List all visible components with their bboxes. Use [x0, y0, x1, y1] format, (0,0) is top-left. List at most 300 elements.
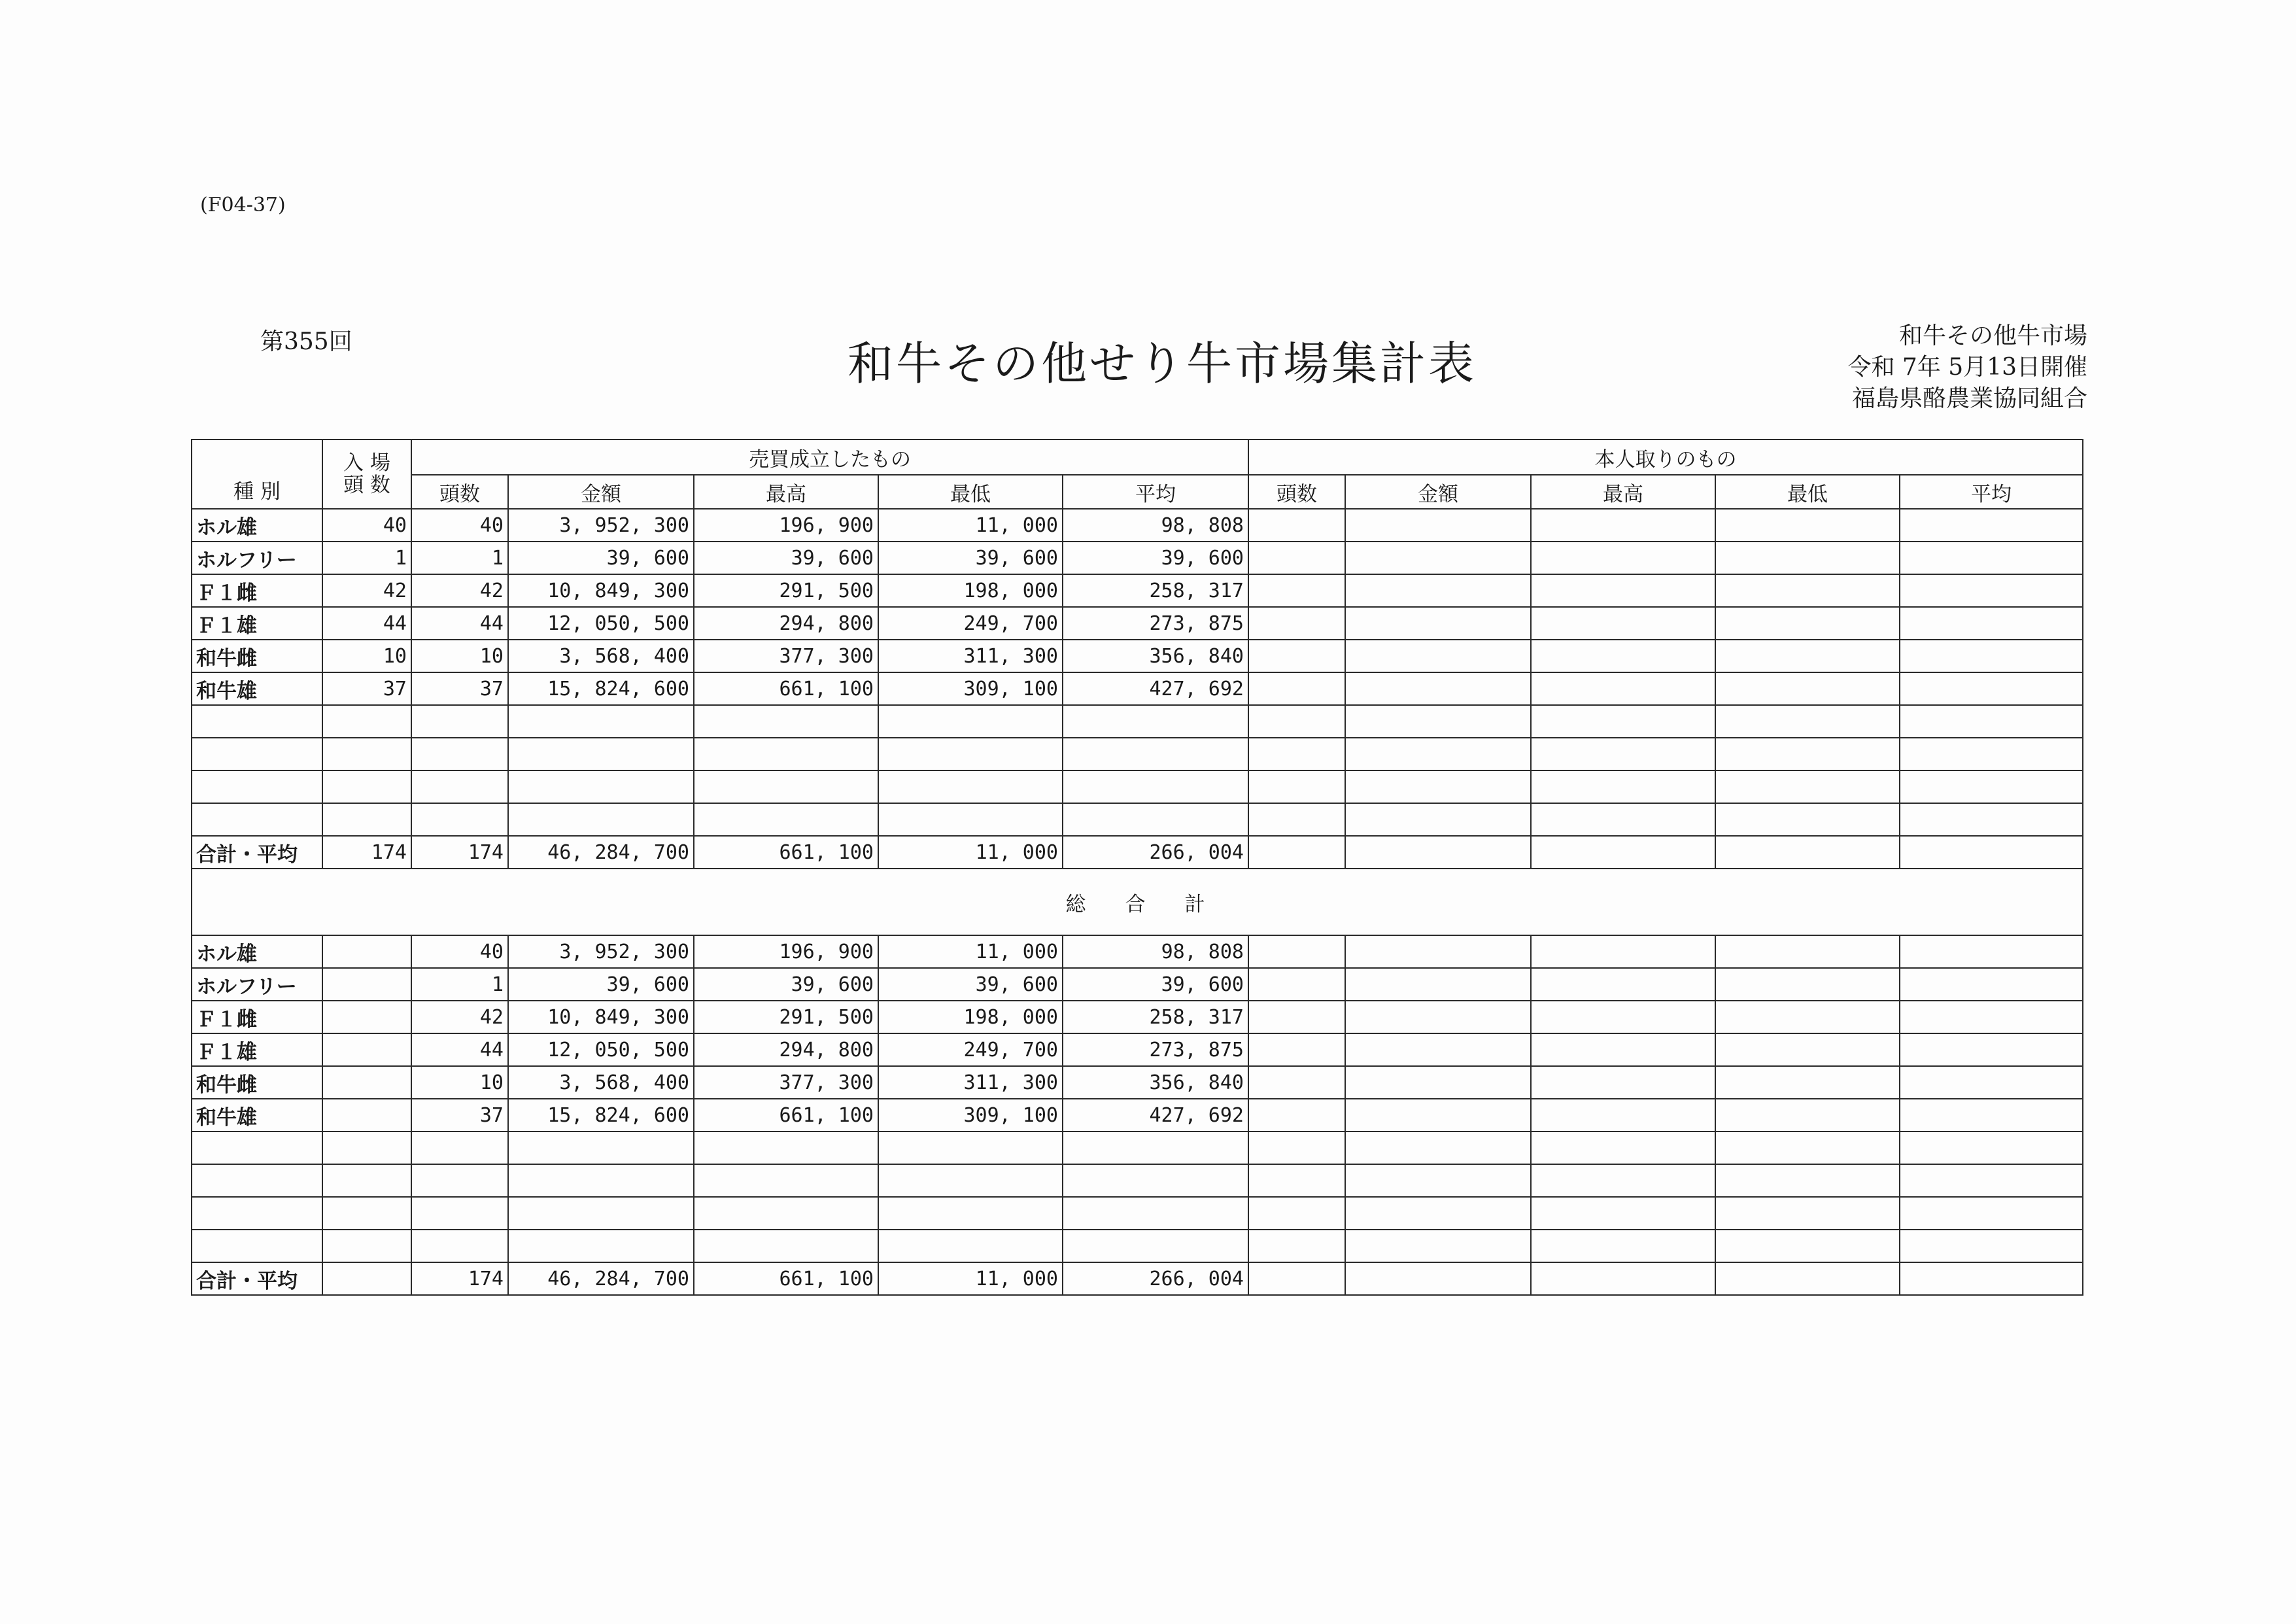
- sold-amount-cell: [508, 1164, 694, 1197]
- sold-amount-cell: 3, 568, 400: [508, 1066, 694, 1099]
- self-cell: [1715, 738, 1900, 770]
- self-cell: [1900, 1066, 2083, 1099]
- total-row: [192, 1262, 2083, 1295]
- sold-min-cell: 249, 700: [878, 1033, 1063, 1066]
- sold-count-cell: [411, 1132, 508, 1164]
- kind-cell: 和牛雌: [192, 1066, 322, 1099]
- sold-amount-cell: 39, 600: [508, 542, 694, 574]
- kind-cell: Ｆ１雌: [192, 574, 322, 607]
- entry-cell: [322, 803, 411, 836]
- entry-header-bottom: 頭 数: [343, 474, 390, 497]
- round-label: 第355回: [260, 328, 352, 355]
- sold-avg-cell: 258, 317: [1063, 1001, 1248, 1033]
- self-cell: [1715, 509, 1900, 542]
- sold-count-cell: 174: [411, 1262, 508, 1295]
- sold-col-amount: 金額: [508, 475, 694, 509]
- sold-max-cell: 294, 800: [694, 607, 878, 640]
- sold-count-cell: [411, 1230, 508, 1262]
- kind-cell: ホルフリー: [192, 542, 322, 574]
- self-cell: [1531, 968, 1715, 1001]
- sold-count-cell: 10: [411, 1066, 508, 1099]
- grand-total-label: 総合計: [192, 869, 2083, 935]
- kind-cell: [192, 1164, 322, 1197]
- sold-amount-cell: 12, 050, 500: [508, 607, 694, 640]
- entry-cell: [322, 770, 411, 803]
- sold-col-avg: 平均: [1063, 475, 1248, 509]
- self-cell: [1715, 542, 1900, 574]
- sold-count-cell: [411, 705, 508, 738]
- entry-cell: [322, 1164, 411, 1197]
- entry-cell: [322, 1066, 411, 1099]
- kind-cell: [192, 1197, 322, 1230]
- self-cell: [1715, 574, 1900, 607]
- entry-cell: [322, 1033, 411, 1066]
- empty-row: [192, 803, 2083, 836]
- sold-min-cell: 11, 000: [878, 836, 1063, 869]
- self-cell: [1531, 1033, 1715, 1066]
- self-cell: [1715, 1164, 1900, 1197]
- self-cell: [1715, 968, 1900, 1001]
- sold-max-cell: 196, 900: [694, 509, 878, 542]
- self-cell: [1900, 574, 2083, 607]
- self-cell: [1248, 1099, 1345, 1132]
- kind-cell: [192, 705, 322, 738]
- sold-group-header: 売買成立したもの: [411, 440, 1248, 475]
- sold-min-cell: 11, 000: [878, 1262, 1063, 1295]
- self-cell: [1531, 836, 1715, 869]
- self-cell: [1345, 935, 1531, 968]
- sold-avg-cell: [1063, 803, 1248, 836]
- sold-max-cell: 661, 100: [694, 1099, 878, 1132]
- self-cell: [1248, 542, 1345, 574]
- kind-cell: Ｆ１雌: [192, 1001, 322, 1033]
- association-name: 福島県酪農業協同組合: [1851, 385, 2087, 412]
- self-cell: [1345, 1230, 1531, 1262]
- sold-avg-cell: 427, 692: [1063, 1099, 1248, 1132]
- self-cell: [1715, 1001, 1900, 1033]
- sold-avg-cell: 98, 808: [1063, 509, 1248, 542]
- organization-block: [1847, 320, 2087, 415]
- sold-count-cell: 40: [411, 935, 508, 968]
- self-cell: [1715, 1197, 1900, 1230]
- self-cell: [1531, 1066, 1715, 1099]
- self-cell: [1715, 803, 1900, 836]
- table-row: [192, 1099, 2083, 1132]
- kind-cell: [192, 770, 322, 803]
- self-cell: [1345, 640, 1531, 672]
- sold-min-cell: [878, 1132, 1063, 1164]
- self-cell: [1715, 1262, 1900, 1295]
- self-cell: [1531, 1164, 1715, 1197]
- self-cell: [1900, 770, 2083, 803]
- sold-amount-cell: 46, 284, 700: [508, 1262, 694, 1295]
- sold-amount-cell: [508, 738, 694, 770]
- self-cell: [1715, 770, 1900, 803]
- self-cell: [1900, 1197, 2083, 1230]
- empty-row: [192, 705, 2083, 738]
- sold-count-cell: 174: [411, 836, 508, 869]
- grand-total-section: [192, 869, 2083, 935]
- sold-amount-cell: 15, 824, 600: [508, 1099, 694, 1132]
- self-cell: [1715, 1230, 1900, 1262]
- self-cell: [1900, 1099, 2083, 1132]
- self-cell: [1531, 738, 1715, 770]
- sold-avg-cell: 98, 808: [1063, 935, 1248, 968]
- sold-max-cell: 39, 600: [694, 968, 878, 1001]
- page-title: 和牛その他せり牛市場集計表: [848, 337, 1477, 390]
- entry-cell: [322, 1132, 411, 1164]
- sold-max-cell: 377, 300: [694, 1066, 878, 1099]
- sold-avg-cell: 258, 317: [1063, 574, 1248, 607]
- auction-date: 令和 7年 5月13日開催: [1847, 354, 2087, 381]
- total-row: [192, 836, 2083, 869]
- sold-avg-cell: [1063, 1230, 1248, 1262]
- sold-max-cell: [694, 1230, 878, 1262]
- self-cell: [1345, 803, 1531, 836]
- self-cell: [1248, 1197, 1345, 1230]
- sold-amount-cell: 10, 849, 300: [508, 1001, 694, 1033]
- self-cell: [1715, 705, 1900, 738]
- sold-avg-cell: 266, 004: [1063, 836, 1248, 869]
- entry-cell: 10: [322, 640, 411, 672]
- sold-avg-cell: 273, 875: [1063, 1033, 1248, 1066]
- sold-count-cell: [411, 770, 508, 803]
- self-cell: [1248, 1230, 1345, 1262]
- sold-amount-cell: 3, 952, 300: [508, 935, 694, 968]
- kind-cell: 合計・平均: [192, 836, 322, 869]
- self-cell: [1531, 1262, 1715, 1295]
- entry-cell: [322, 935, 411, 968]
- sold-max-cell: 661, 100: [694, 672, 878, 705]
- kind-cell: [192, 803, 322, 836]
- kind-header: 種 別: [192, 440, 322, 509]
- self-col-min: 最低: [1715, 475, 1900, 509]
- self-cell: [1248, 1262, 1345, 1295]
- kind-cell: ホル雄: [192, 509, 322, 542]
- sold-min-cell: 11, 000: [878, 935, 1063, 968]
- self-cell: [1531, 1197, 1715, 1230]
- self-cell: [1531, 705, 1715, 738]
- entry-cell: 40: [322, 509, 411, 542]
- self-col-max: 最高: [1531, 475, 1715, 509]
- self-cell: [1715, 1033, 1900, 1066]
- self-cell: [1715, 607, 1900, 640]
- entry-cell: 174: [322, 836, 411, 869]
- entry-cell: 37: [322, 672, 411, 705]
- sold-min-cell: [878, 770, 1063, 803]
- sold-amount-cell: [508, 705, 694, 738]
- sold-min-cell: 249, 700: [878, 607, 1063, 640]
- kind-cell: Ｆ１雄: [192, 607, 322, 640]
- sold-avg-cell: 39, 600: [1063, 968, 1248, 1001]
- sold-min-cell: 39, 600: [878, 542, 1063, 574]
- self-cell: [1715, 672, 1900, 705]
- self-cell: [1248, 1001, 1345, 1033]
- sold-min-cell: 39, 600: [878, 968, 1063, 1001]
- sold-min-cell: [878, 1164, 1063, 1197]
- sold-min-cell: 309, 100: [878, 1099, 1063, 1132]
- self-cell: [1248, 672, 1345, 705]
- kind-cell: Ｆ１雄: [192, 1033, 322, 1066]
- sold-max-cell: [694, 705, 878, 738]
- sold-max-cell: 39, 600: [694, 542, 878, 574]
- self-cell: [1345, 1164, 1531, 1197]
- self-cell: [1248, 640, 1345, 672]
- sold-col-min: 最低: [878, 475, 1063, 509]
- self-cell: [1248, 574, 1345, 607]
- table-row: [192, 607, 2083, 640]
- table-row: [192, 672, 2083, 705]
- sold-amount-cell: [508, 1132, 694, 1164]
- self-cell: [1715, 1066, 1900, 1099]
- self-cell: [1345, 672, 1531, 705]
- self-cell: [1900, 1033, 2083, 1066]
- self-cell: [1531, 542, 1715, 574]
- self-cell: [1715, 1099, 1900, 1132]
- sold-max-cell: [694, 803, 878, 836]
- sold-min-cell: 198, 000: [878, 1001, 1063, 1033]
- self-cell: [1531, 1230, 1715, 1262]
- sold-max-cell: 661, 100: [694, 1262, 878, 1295]
- self-cell: [1531, 1099, 1715, 1132]
- self-cell: [1531, 1132, 1715, 1164]
- self-cell: [1248, 935, 1345, 968]
- table-row: [192, 935, 2083, 968]
- kind-cell: [192, 738, 322, 770]
- table-row: [192, 1066, 2083, 1099]
- sold-count-cell: 44: [411, 607, 508, 640]
- sold-max-cell: 661, 100: [694, 836, 878, 869]
- self-cell: [1345, 968, 1531, 1001]
- self-cell: [1345, 574, 1531, 607]
- kind-cell: 和牛雄: [192, 1099, 322, 1132]
- kind-cell: [192, 1132, 322, 1164]
- table-row: [192, 640, 2083, 672]
- self-cell: [1531, 770, 1715, 803]
- table-row: [192, 1033, 2083, 1066]
- sold-min-cell: [878, 705, 1063, 738]
- self-cell: [1345, 1197, 1531, 1230]
- sold-avg-cell: 427, 692: [1063, 672, 1248, 705]
- self-cell: [1248, 836, 1345, 869]
- sold-amount-cell: 12, 050, 500: [508, 1033, 694, 1066]
- empty-row: [192, 1230, 2083, 1262]
- sold-avg-cell: [1063, 1164, 1248, 1197]
- kind-cell: [192, 1230, 322, 1262]
- sold-avg-cell: 356, 840: [1063, 640, 1248, 672]
- empty-row: [192, 738, 2083, 770]
- table-row: [192, 968, 2083, 1001]
- sold-avg-cell: 39, 600: [1063, 542, 1248, 574]
- kind-cell: 和牛雌: [192, 640, 322, 672]
- self-group-header: 本人取りのもの: [1248, 440, 2083, 475]
- entry-cell: [322, 705, 411, 738]
- self-cell: [1248, 1164, 1345, 1197]
- self-cell: [1900, 935, 2083, 968]
- self-cell: [1531, 509, 1715, 542]
- table-row: [192, 574, 2083, 607]
- sold-count-cell: 1: [411, 968, 508, 1001]
- sold-avg-cell: [1063, 770, 1248, 803]
- sold-amount-cell: 39, 600: [508, 968, 694, 1001]
- self-cell: [1345, 770, 1531, 803]
- self-cell: [1531, 935, 1715, 968]
- entry-cell: 1: [322, 542, 411, 574]
- self-cell: [1345, 705, 1531, 738]
- empty-row: [192, 1197, 2083, 1230]
- sold-amount-cell: [508, 1230, 694, 1262]
- self-cell: [1345, 1033, 1531, 1066]
- self-cell: [1248, 1132, 1345, 1164]
- self-cell: [1345, 1099, 1531, 1132]
- sold-amount-cell: 10, 849, 300: [508, 574, 694, 607]
- sold-count-cell: 1: [411, 542, 508, 574]
- self-cell: [1248, 803, 1345, 836]
- table-row: [192, 509, 2083, 542]
- self-cell: [1345, 1262, 1531, 1295]
- self-col-count: 頭数: [1248, 475, 1345, 509]
- sold-col-max: 最高: [694, 475, 878, 509]
- self-cell: [1345, 836, 1531, 869]
- self-cell: [1531, 640, 1715, 672]
- self-cell: [1531, 803, 1715, 836]
- self-cell: [1900, 1001, 2083, 1033]
- sold-avg-cell: [1063, 705, 1248, 738]
- entry-cell: [322, 1230, 411, 1262]
- self-cell: [1900, 705, 2083, 738]
- sold-min-cell: [878, 738, 1063, 770]
- entry-cell: [322, 1001, 411, 1033]
- self-cell: [1531, 1001, 1715, 1033]
- empty-row: [192, 770, 2083, 803]
- document-code: (F04-37): [200, 194, 286, 216]
- self-cell: [1248, 705, 1345, 738]
- kind-cell: ホル雄: [192, 935, 322, 968]
- sold-min-cell: [878, 1230, 1063, 1262]
- sold-max-cell: [694, 1164, 878, 1197]
- entry-header: [322, 440, 411, 509]
- self-cell: [1248, 738, 1345, 770]
- self-cell: [1248, 1033, 1345, 1066]
- self-cell: [1900, 803, 2083, 836]
- self-col-amount: 金額: [1345, 475, 1531, 509]
- sold-avg-cell: [1063, 738, 1248, 770]
- sold-count-cell: [411, 803, 508, 836]
- self-cell: [1900, 509, 2083, 542]
- self-cell: [1248, 607, 1345, 640]
- self-cell: [1345, 1132, 1531, 1164]
- self-cell: [1900, 1262, 2083, 1295]
- self-cell: [1531, 672, 1715, 705]
- self-cell: [1531, 607, 1715, 640]
- kind-cell: 和牛雄: [192, 672, 322, 705]
- table-row: [192, 542, 2083, 574]
- self-cell: [1248, 1066, 1345, 1099]
- sold-count-cell: 40: [411, 509, 508, 542]
- self-cell: [1345, 1001, 1531, 1033]
- self-cell: [1345, 509, 1531, 542]
- self-cell: [1715, 1132, 1900, 1164]
- entry-cell: [322, 968, 411, 1001]
- sold-avg-cell: [1063, 1132, 1248, 1164]
- self-cell: [1900, 968, 2083, 1001]
- market-name: 和牛その他牛市場: [1898, 322, 2087, 349]
- self-cell: [1345, 1066, 1531, 1099]
- entry-cell: 42: [322, 574, 411, 607]
- sold-col-count: 頭数: [411, 475, 508, 509]
- header-row-1: [192, 440, 2083, 475]
- sold-count-cell: 37: [411, 672, 508, 705]
- sold-avg-cell: [1063, 1197, 1248, 1230]
- sold-min-cell: 198, 000: [878, 574, 1063, 607]
- sold-avg-cell: 356, 840: [1063, 1066, 1248, 1099]
- sold-count-cell: 37: [411, 1099, 508, 1132]
- sold-max-cell: 377, 300: [694, 640, 878, 672]
- self-cell: [1900, 1230, 2083, 1262]
- sold-count-cell: 42: [411, 1001, 508, 1033]
- self-cell: [1248, 770, 1345, 803]
- self-cell: [1248, 968, 1345, 1001]
- empty-row: [192, 1132, 2083, 1164]
- entry-header-top: 入 場: [343, 451, 390, 475]
- self-cell: [1900, 542, 2083, 574]
- self-cell: [1900, 1164, 2083, 1197]
- sold-count-cell: 44: [411, 1033, 508, 1066]
- kind-cell: ホルフリー: [192, 968, 322, 1001]
- self-cell: [1900, 1132, 2083, 1164]
- self-cell: [1345, 607, 1531, 640]
- self-cell: [1900, 738, 2083, 770]
- sold-max-cell: 196, 900: [694, 935, 878, 968]
- sold-min-cell: 311, 300: [878, 1066, 1063, 1099]
- sold-min-cell: 11, 000: [878, 509, 1063, 542]
- sold-avg-cell: 273, 875: [1063, 607, 1248, 640]
- self-cell: [1900, 836, 2083, 869]
- sold-amount-cell: 3, 568, 400: [508, 640, 694, 672]
- self-cell: [1715, 640, 1900, 672]
- entry-cell: [322, 1262, 411, 1295]
- self-cell: [1345, 738, 1531, 770]
- self-cell: [1531, 574, 1715, 607]
- sold-count-cell: [411, 1197, 508, 1230]
- sold-count-cell: [411, 1164, 508, 1197]
- table-row: [192, 1001, 2083, 1033]
- self-cell: [1715, 935, 1900, 968]
- self-cell: [1900, 640, 2083, 672]
- self-col-avg: 平均: [1900, 475, 2083, 509]
- header-row-2: [192, 475, 2083, 509]
- self-cell: [1248, 509, 1345, 542]
- sold-max-cell: [694, 738, 878, 770]
- self-cell: [1900, 607, 2083, 640]
- sold-min-cell: [878, 803, 1063, 836]
- self-cell: [1345, 542, 1531, 574]
- sold-max-cell: 291, 500: [694, 1001, 878, 1033]
- entry-cell: [322, 1197, 411, 1230]
- sold-amount-cell: 15, 824, 600: [508, 672, 694, 705]
- sold-amount-cell: 3, 952, 300: [508, 509, 694, 542]
- sold-max-cell: [694, 1132, 878, 1164]
- sold-count-cell: [411, 738, 508, 770]
- sold-amount-cell: [508, 770, 694, 803]
- sold-avg-cell: 266, 004: [1063, 1262, 1248, 1295]
- sold-max-cell: 294, 800: [694, 1033, 878, 1066]
- entry-cell: [322, 738, 411, 770]
- sold-amount-cell: 46, 284, 700: [508, 836, 694, 869]
- self-cell: [1900, 672, 2083, 705]
- sold-min-cell: [878, 1197, 1063, 1230]
- sold-amount-cell: [508, 803, 694, 836]
